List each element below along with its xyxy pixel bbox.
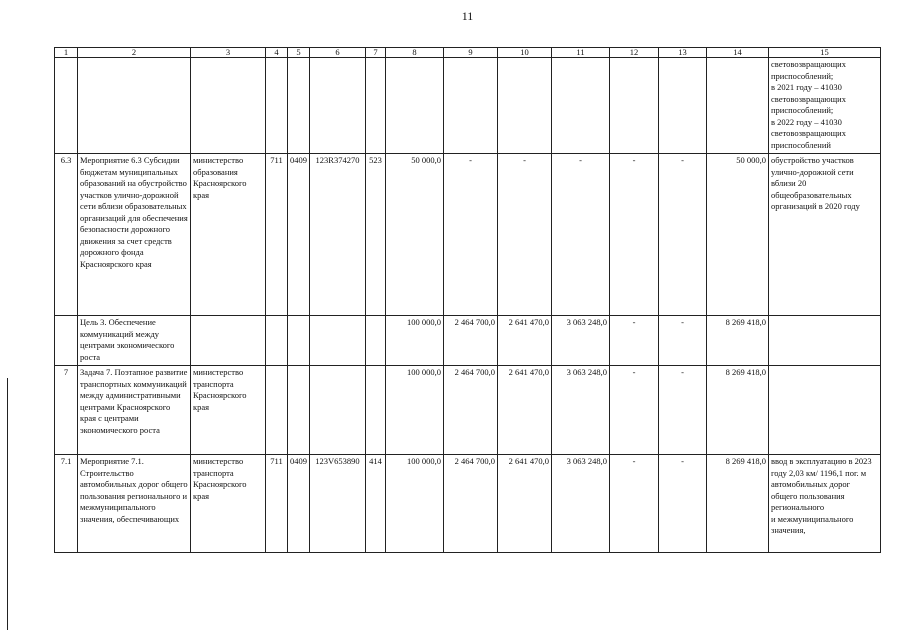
amount-cell: - xyxy=(610,154,659,316)
description-cell: Цель 3. Обеспечение коммуникаций между центрами экономического роста xyxy=(78,316,191,366)
result-cell: ввод в эксплуатацию в 2023 году 2,03 км/ 1196,1 пог. м автомобильных дорог общего пользования регионального и межмуниципального значения, xyxy=(769,455,881,553)
code-cell xyxy=(310,366,366,455)
description-cell: Мероприятие 7.1. Строительство автомобильных дорог общего пользования регионального и межмуниципального значения, обеспечивающих xyxy=(78,455,191,553)
column-number: 11 xyxy=(552,48,610,58)
amount-cell: 2 641 470,0 xyxy=(498,366,552,455)
code-cell: 414 xyxy=(366,455,386,553)
code-cell: 0409 xyxy=(288,154,310,316)
amount-cell xyxy=(498,58,552,154)
code-cell: 123V653890 xyxy=(310,455,366,553)
result-cell xyxy=(769,366,881,455)
code-cell: 123R374270 xyxy=(310,154,366,316)
amount-cell: 2 464 700,0 xyxy=(444,455,498,553)
amount-cell xyxy=(386,58,444,154)
amount-cell: - xyxy=(659,154,707,316)
result-cell: световозвращающих приспособлений; в 2021 году – 41030 световозвращающих приспособлений; в 2022 году – 41030 световозвращающих приспособлений xyxy=(769,58,881,154)
header-row xyxy=(55,48,881,58)
column-number: 3 xyxy=(191,48,266,58)
amount-cell: 3 063 248,0 xyxy=(552,366,610,455)
code-cell xyxy=(266,366,288,455)
amount-cell xyxy=(444,58,498,154)
total-cell: 8 269 418,0 xyxy=(707,316,769,366)
code-cell xyxy=(266,58,288,154)
column-number: 14 xyxy=(707,48,769,58)
table-row xyxy=(55,316,881,366)
row-index: 7.1 xyxy=(55,455,78,553)
amount-cell: 2 464 700,0 xyxy=(444,366,498,455)
total-cell xyxy=(707,58,769,154)
column-number: 7 xyxy=(366,48,386,58)
amount-cell: 100 000,0 xyxy=(386,455,444,553)
code-cell xyxy=(366,366,386,455)
column-number: 15 xyxy=(769,48,881,58)
column-number: 9 xyxy=(444,48,498,58)
amount-cell: 2 464 700,0 xyxy=(444,316,498,366)
column-number: 12 xyxy=(610,48,659,58)
amount-cell: - xyxy=(610,455,659,553)
responsible-cell xyxy=(191,58,266,154)
row-index xyxy=(55,58,78,154)
result-cell: обустройство участков улично-дорожной сети вблизи 20 общеобразовательных организаций в 2020 году xyxy=(769,154,881,316)
code-cell xyxy=(366,316,386,366)
result-cell xyxy=(769,316,881,366)
responsible-cell: министерство транспорта Красноярского края xyxy=(191,455,266,553)
table-row xyxy=(55,366,881,455)
total-cell: 50 000,0 xyxy=(707,154,769,316)
row-index: 7 xyxy=(55,366,78,455)
responsible-cell xyxy=(191,316,266,366)
row-index: 6.3 xyxy=(55,154,78,316)
row-index xyxy=(55,316,78,366)
amount-cell: 3 063 248,0 xyxy=(552,316,610,366)
amount-cell: - xyxy=(659,455,707,553)
column-number: 2 xyxy=(78,48,191,58)
budget-table xyxy=(54,47,881,553)
table-row xyxy=(55,58,881,154)
responsible-cell: министерство образования Красноярского края xyxy=(191,154,266,316)
table-row xyxy=(55,154,881,316)
column-number: 6 xyxy=(310,48,366,58)
column-number: 5 xyxy=(288,48,310,58)
page-number: 11 xyxy=(461,9,474,23)
amount-cell: - xyxy=(498,154,552,316)
code-cell xyxy=(288,58,310,154)
total-cell: 8 269 418,0 xyxy=(707,366,769,455)
amount-cell xyxy=(659,58,707,154)
amount-cell: 2 641 470,0 xyxy=(498,316,552,366)
code-cell xyxy=(366,58,386,154)
amount-cell: 2 641 470,0 xyxy=(498,455,552,553)
code-cell xyxy=(310,58,366,154)
column-number: 10 xyxy=(498,48,552,58)
amount-cell: - xyxy=(610,316,659,366)
column-number: 1 xyxy=(55,48,78,58)
code-cell xyxy=(266,316,288,366)
amount-cell: 50 000,0 xyxy=(386,154,444,316)
amount-cell: 3 063 248,0 xyxy=(552,455,610,553)
amount-cell: - xyxy=(444,154,498,316)
column-number: 13 xyxy=(659,48,707,58)
code-cell: 711 xyxy=(266,154,288,316)
description-cell: Мероприятие 6.3 Субсидии бюджетам муниципальных образований на обустройство участков улично-дорожной сети вблизи образовательных организаций для обеспечения безопасности дорожного движения за счет средств дорожного фонда Красноярского края xyxy=(78,154,191,316)
code-cell: 0409 xyxy=(288,455,310,553)
code-cell xyxy=(288,316,310,366)
table-row xyxy=(55,455,881,553)
amount-cell: - xyxy=(659,366,707,455)
amount-cell: - xyxy=(659,316,707,366)
amount-cell: - xyxy=(552,154,610,316)
margin-rule xyxy=(7,378,8,630)
code-cell: 523 xyxy=(366,154,386,316)
code-cell: 711 xyxy=(266,455,288,553)
amount-cell: 100 000,0 xyxy=(386,366,444,455)
code-cell xyxy=(288,366,310,455)
amount-cell xyxy=(552,58,610,154)
code-cell xyxy=(310,316,366,366)
amount-cell: - xyxy=(610,366,659,455)
description-cell: Задача 7. Поэтапное развитие транспортных коммуникаций между административными центрами Красноярского края с центрами экономического роста xyxy=(78,366,191,455)
column-number: 4 xyxy=(266,48,288,58)
column-number: 8 xyxy=(386,48,444,58)
amount-cell xyxy=(610,58,659,154)
description-cell xyxy=(78,58,191,154)
amount-cell: 100 000,0 xyxy=(386,316,444,366)
total-cell: 8 269 418,0 xyxy=(707,455,769,553)
responsible-cell: министерство транспорта Красноярского края xyxy=(191,366,266,455)
